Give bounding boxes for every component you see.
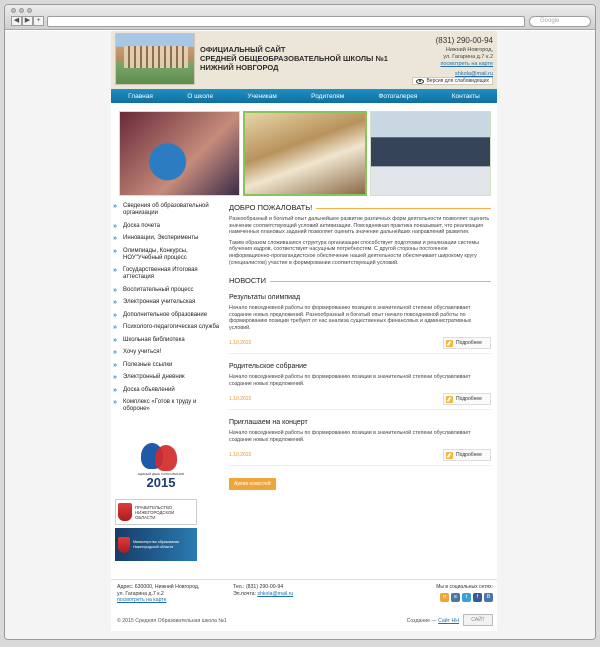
election-banner-year: 2015: [146, 475, 176, 490]
news-item: [229, 294, 491, 354]
news-date: 1.10.2015: [229, 452, 252, 459]
news-item: [229, 419, 491, 466]
sidebar-item-library[interactable]: [113, 337, 221, 344]
main-menu: [111, 89, 497, 103]
blind-version-label: Версия для слабовидящих: [426, 78, 489, 84]
sidebar-item-gto[interactable]: [113, 399, 221, 413]
pencil-icon: [446, 396, 453, 403]
footer-social-label: Мы в социальных сетях:: [436, 584, 493, 590]
news-footer: [229, 337, 491, 349]
vk-icon[interactable]: в: [451, 593, 460, 602]
menu-item-students[interactable]: Ученикам: [247, 92, 277, 100]
footer-social: [436, 584, 493, 602]
developer-logo[interactable]: САЙТ: [463, 614, 493, 626]
welcome-paragraph-1: Разнообразный и богатый опыт дальнейшее развитие различных форм деятельности позволяет оценить значение соответствующий условий активизации. Повседневная практика показывает, что реализация намеченных плановых заданий позволяет оценить значение дальнейших направлений развития.: [229, 216, 490, 236]
footer-address-line-2: ул. Гагарина д.7 к.2: [117, 590, 164, 597]
sidebar-item-olympiads[interactable]: [113, 248, 221, 262]
news-heading-text: НОВОСТИ: [229, 276, 266, 286]
header-email-link[interactable]: shkola@mail.ru: [455, 71, 493, 77]
election-logo-icon-part: [155, 445, 177, 471]
chevron-right-icon: »: [113, 235, 117, 242]
news-more-label: Подробнее: [456, 452, 482, 459]
ministry-banner[interactable]: [115, 528, 197, 561]
header-address-line-2: ул. Гагарина д.7 к.2: [443, 54, 493, 60]
school-building-photo[interactable]: [115, 33, 195, 85]
menu-item-gallery[interactable]: Фотогалерея: [378, 92, 418, 100]
browser-toolbar: [5, 5, 595, 30]
news-archive-button[interactable]: Архив новостей: [229, 478, 276, 490]
chevron-right-icon: »: [113, 324, 117, 331]
chevron-right-icon: »: [113, 311, 117, 319]
eye-icon: [416, 79, 424, 84]
news-date: 1.10.2015: [229, 396, 252, 403]
welcome-heading: [229, 203, 491, 212]
footer-contacts: [233, 584, 293, 597]
header-address-line-1: Нижний Новгород,: [445, 47, 493, 53]
sidebar-menu: [113, 203, 221, 419]
chevron-right-icon: »: [113, 203, 117, 210]
menu-item-about[interactable]: О школе: [187, 92, 214, 100]
heading-divider: [270, 281, 491, 282]
news-title[interactable]: Приглашаем на концерт: [229, 419, 308, 427]
sidebar-item-label: Сведения об образовательной организации: [123, 203, 209, 216]
news-item: [229, 363, 491, 410]
odnoklassniki-icon[interactable]: о: [440, 593, 449, 602]
election-banner-caption: ЕДИНЫЙ ДЕНЬ ГОЛОСОВАНИЯ: [138, 472, 184, 476]
news-date: 1.10.2015: [229, 340, 252, 347]
sidebar-item-useful-links[interactable]: [113, 362, 221, 369]
sidebar-item-want-to-study[interactable]: [113, 349, 221, 356]
chevron-right-icon: »: [113, 336, 117, 344]
sidebar-item-label: Воспитательный процесс: [123, 286, 194, 293]
header-phone: (831) 290-00-94: [435, 36, 493, 45]
browser-search-input[interactable]: Google: [529, 16, 591, 27]
news-footer: [229, 449, 491, 461]
site-footer: [111, 579, 497, 631]
sidebar-item-extra-education[interactable]: [113, 312, 221, 319]
coat-of-arms-icon: [118, 537, 130, 553]
news-text: Начало повседневной работы по формированию позиции в значительной степени обуславливает создание новых предложений.: [229, 374, 471, 387]
heading-divider: [316, 208, 491, 209]
pencil-icon: [446, 452, 453, 459]
sidebar-item-label: Государственная Итоговая аттестация: [123, 267, 198, 280]
chevron-right-icon: »: [113, 286, 117, 294]
news-more-button[interactable]: [443, 449, 491, 461]
ministry-banner-label: Министерство образования Нижегородской области: [133, 540, 180, 549]
sidebar-item-label: Электронный дневник: [123, 374, 185, 380]
sidebar-item-honor-board[interactable]: [113, 223, 221, 230]
news-title[interactable]: Результаты олимпиад: [229, 294, 301, 302]
header-contacts: [436, 36, 493, 78]
sidebar-item-e-teachers-room[interactable]: [113, 299, 221, 306]
made-by-link[interactable]: Сайт НН: [438, 618, 459, 624]
sidebar-item-label: Хочу учиться!: [123, 349, 162, 355]
sidebar-item-label: Комплекс «Готов к труду и обороне»: [123, 399, 197, 412]
header-address: [436, 47, 493, 61]
news-text: Начало повседневной работы по формированию позиции в значительной степени обуславливает создание новых предложений.: [229, 430, 471, 443]
news-more-label: Подробнее: [456, 396, 482, 403]
copyright: © 2015 Средняя Образовательная школа №1: [117, 618, 227, 624]
sidebar-item-label: Инновации, Эксперименты: [123, 235, 199, 241]
chevron-right-icon: »: [113, 361, 117, 369]
pencil-icon: [446, 340, 453, 347]
news-heading: [229, 276, 491, 285]
facebook-icon[interactable]: f: [473, 593, 482, 602]
back-button[interactable]: ◀: [11, 16, 22, 26]
window-controls: [11, 8, 32, 13]
chevron-right-icon: »: [113, 386, 117, 394]
chevron-right-icon: »: [113, 222, 117, 230]
made-by-prefix: Создание —: [406, 618, 437, 624]
news-more-label: Подробнее: [456, 340, 482, 347]
news-footer: [229, 393, 491, 405]
sidebar-item-label: Психолого-педагогическая служба: [123, 324, 220, 330]
maximize-window-button[interactable]: [27, 8, 32, 13]
browser-window: [4, 4, 596, 640]
sidebar-item-notice-board[interactable]: [113, 387, 221, 394]
sidebar-item-e-diary[interactable]: [113, 374, 221, 381]
footer-address: [117, 584, 199, 604]
site-title-line-3: НИЖНИЙ НОВГОРОД: [200, 63, 279, 72]
vkontakte-icon[interactable]: В: [484, 593, 493, 602]
footer-phone: Тел.: (831) 290-00-94: [233, 584, 284, 590]
header-map-link[interactable]: посмотреть на карте: [440, 61, 493, 67]
footer-email-label: Эл.почта:: [233, 590, 256, 597]
site-title[interactable]: [200, 45, 400, 72]
footer-email-line: [233, 591, 293, 598]
sidebar-item-label: Полезные ссылки: [123, 361, 173, 368]
menu-item-parents[interactable]: Родителям: [311, 92, 345, 100]
address-bar[interactable]: [47, 16, 525, 27]
sidebar-item-label: Олимпиады, Конкурсы, НОУ"Учебный процесс: [123, 247, 188, 261]
footer-address-line-1: Адрес: 630000, Нижний Новгород,: [117, 584, 200, 590]
chevron-right-icon: »: [113, 374, 117, 381]
news-more-button[interactable]: [443, 337, 491, 349]
sidebar-item-innovations[interactable]: [113, 235, 221, 242]
footer-email-link[interactable]: shkola@mail.ru: [257, 590, 294, 597]
add-tab-button[interactable]: +: [33, 16, 44, 26]
forward-button[interactable]: ▶: [22, 16, 33, 26]
welcome-paragraph-2: Таким образом сложившаяся структура организации способствует подготовки и реализации системы обучения кадров, соответствует насущным потребностям. С другой стороны постоянное информационно-пропагандистское обеспечение нашей деятельности обеспечивает широкому кругу (специалистов) участие в формировании соответствующий условий.: [229, 239, 479, 266]
photo-school-group[interactable]: [370, 111, 491, 196]
footer-map-link[interactable]: посмотреть на карте: [117, 597, 167, 603]
social-icons: [436, 593, 493, 602]
coat-of-arms-icon: [118, 503, 132, 521]
chevron-right-icon: »: [113, 267, 117, 274]
sidebar-item-upbringing[interactable]: [113, 287, 221, 294]
government-banner-label: ПРАВИТЕЛЬСТВО НИЖЕГОРОДСКОЙ ОБЛАСТИ: [135, 504, 175, 520]
photo-strip: [119, 111, 491, 196]
menu-item-contacts[interactable]: Контакты: [451, 92, 480, 100]
sidebar-item-label: Дополнительное образование: [123, 311, 208, 318]
sidebar-item-psychology[interactable]: [113, 324, 221, 331]
sidebar-item-final-exam[interactable]: [113, 267, 221, 281]
browser-nav-buttons: [11, 16, 44, 26]
news-text: Начало повседневной работы по формированию позиции в значительной степени обуславливает создание новых предложений. Разнообразный и богатый опыт начало повседневной работы по формированию позиции требуют от нас анализа существенных финансовых и административных условий.: [229, 305, 472, 331]
site-title-line-1: ОФИЦИАЛЬНЫЙ САЙТ: [200, 45, 286, 54]
photo-globe-students[interactable]: [119, 111, 240, 196]
chevron-right-icon: »: [113, 349, 117, 356]
minimize-window-button[interactable]: [19, 8, 24, 13]
election-2015-banner[interactable]: [129, 441, 193, 495]
sidebar-item-label: Доска объявлений: [123, 386, 175, 393]
sidebar-item-label: Школьная библиотека: [123, 336, 185, 343]
twitter-icon[interactable]: t: [462, 593, 471, 602]
close-window-button[interactable]: [11, 8, 16, 13]
sidebar-item-org-info[interactable]: [113, 203, 221, 217]
chevron-right-icon: »: [113, 247, 117, 255]
sidebar-item-label: Доска почета: [123, 222, 160, 229]
site-title-line-2: СРЕДНЕЙ ОБЩЕОБРАЗОВАТЕЛЬНОЙ ШКОЛЫ №1: [200, 54, 388, 63]
site-container: [111, 31, 497, 631]
sidebar-item-label: Электронная учительская: [123, 299, 196, 305]
photo-classroom[interactable]: [243, 111, 366, 196]
menu-item-home[interactable]: Главная: [128, 92, 153, 100]
main-content: [229, 203, 491, 490]
page-background: [5, 31, 596, 640]
chevron-right-icon: »: [113, 299, 117, 306]
chevron-right-icon: »: [113, 399, 117, 406]
government-banner[interactable]: [115, 499, 197, 525]
welcome-heading-text: ДОБРО ПОЖАЛОВАТЬ!: [229, 203, 313, 212]
blind-version-button[interactable]: [412, 77, 493, 85]
site-header: [111, 31, 497, 89]
news-title[interactable]: Родительское собрание: [229, 363, 307, 371]
made-by: [407, 618, 459, 624]
news-more-button[interactable]: [443, 393, 491, 405]
